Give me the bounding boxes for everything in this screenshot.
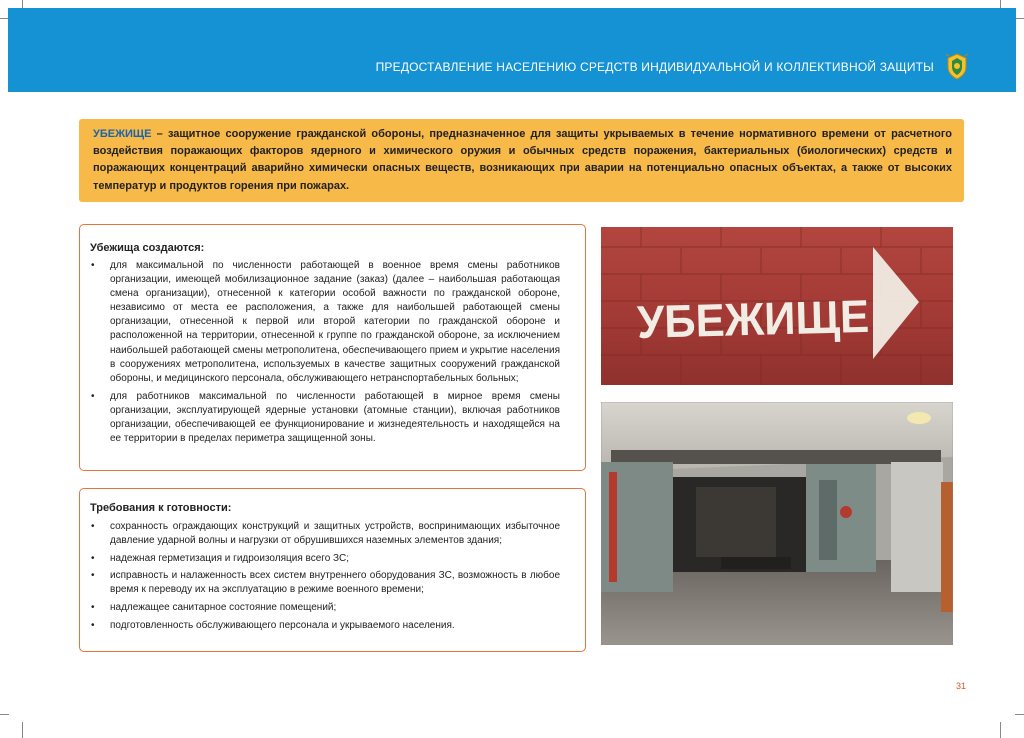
list-item [88,390,560,446]
crop-mark [22,0,23,8]
shelter-sign-image [601,227,953,385]
list-item-text: подготовленность обслуживающего персонала и укрываемого населения. [110,619,455,631]
list-item [88,569,560,597]
list-item [88,259,560,386]
bullet-list [88,259,560,450]
shelter-interior-image [601,402,953,645]
list-item [88,601,560,615]
page-number: 31 [956,681,967,691]
panel-title: Требования к готовности: [90,502,232,514]
bullet-icon: • [91,260,95,271]
bullet-icon: • [91,521,95,532]
bullet-icon: • [91,390,95,402]
shelter-interior-photo [601,402,953,645]
crop-mark [0,714,9,715]
bullet-list [88,520,560,636]
list-item [88,520,560,548]
list-item-text: исправность и налаженность всех систем внутреннего оборудования ЗС, возможность в любое время к переводу их на эксплуатацию в режиме военного времени; [110,570,560,596]
definition-text: – защитное сооружение гражданской обороны, предназначенное для защиты укрываемых в течение нормативного времени от расчетного воздействия поражающих факторов ядерного и химического оружия и обычных средств поражения, бактериальных (биологических) средств и поражающих концентраций аварийно химически опасных веществ, возникающих при аварии на потенциально опасных объектах, а также от высоких температур и продуктов горения при пожарах. [93,128,952,192]
panel-title: Убежища создаются: [90,242,205,254]
crop-mark [22,722,23,738]
readiness-requirements-panel [79,488,586,652]
section-title: ПРЕДОСТАВЛЕНИЕ НАСЕЛЕНИЮ СРЕДСТВ ИНДИВИДУАЛЬНОЙ И КОЛЛЕКТИВНОЙ ЗАЩИТЫ [375,60,934,74]
bullet-icon: • [91,601,95,613]
bullet-icon: • [91,619,95,631]
shelter-sign-photo [601,227,953,385]
page-header [8,8,1016,92]
list-item [88,619,560,633]
crop-mark [1000,0,1001,8]
crop-mark [1015,714,1024,715]
crop-mark [1015,18,1024,19]
list-item-text: надлежащее санитарное состояние помещений; [110,601,337,613]
bullet-icon: • [91,570,95,582]
shelters-created-panel [79,224,586,471]
definition-box [79,119,964,202]
list-item-text: сохранность ограждающих конструкций и защитных устройств, воспринимающих избыточное давление ударной волны и нагрузки от обрушившихся наземных элементов здания; [110,521,560,547]
sign-text: УБЕЖИЩЕ [636,289,883,348]
crop-mark [1000,722,1001,738]
mchs-emblem-icon [944,52,970,80]
list-item-text: для работников максимальной по численности работающей в мирное время смены организации, эксплуатирующей ядерные установки (атомные станции), включая работников организации, обеспечивающей ее функционирование и жизнедеятельность и находящейся на ее территории в пределах периметра защищенной зоны. [110,390,560,445]
list-item [88,552,560,566]
definition-term: УБЕЖИЩЕ [93,128,152,140]
bullet-icon: • [91,552,95,564]
list-item-text: надежная герметизация и гидроизоляция всего ЗС; [110,552,349,564]
list-item-text: для максимальной по численности работающей в военное время смены работников организации, имеющей мобилизационное задание (заказ) (далее – наибольшая работающая смена организации), отнесенной к категории особой важности по гражданской обороне, независимо от места ее расположения, а также для наибольшей работающей смены организации, отнесенной к первой или второй категории по гражданской обороне и расположенной на территории, отнесенной к группе по гражданской обороне, за исключением наибольшей работающей смены метрополитена, обеспечивающего прием и укрытие населения в сооружениях метрополитена, используемых в качестве защитных сооружений гражданской обороны, и медицинского персонала, обслуживающего нетранспортабельных больных; [110,260,560,384]
definition-paragraph [93,126,952,195]
